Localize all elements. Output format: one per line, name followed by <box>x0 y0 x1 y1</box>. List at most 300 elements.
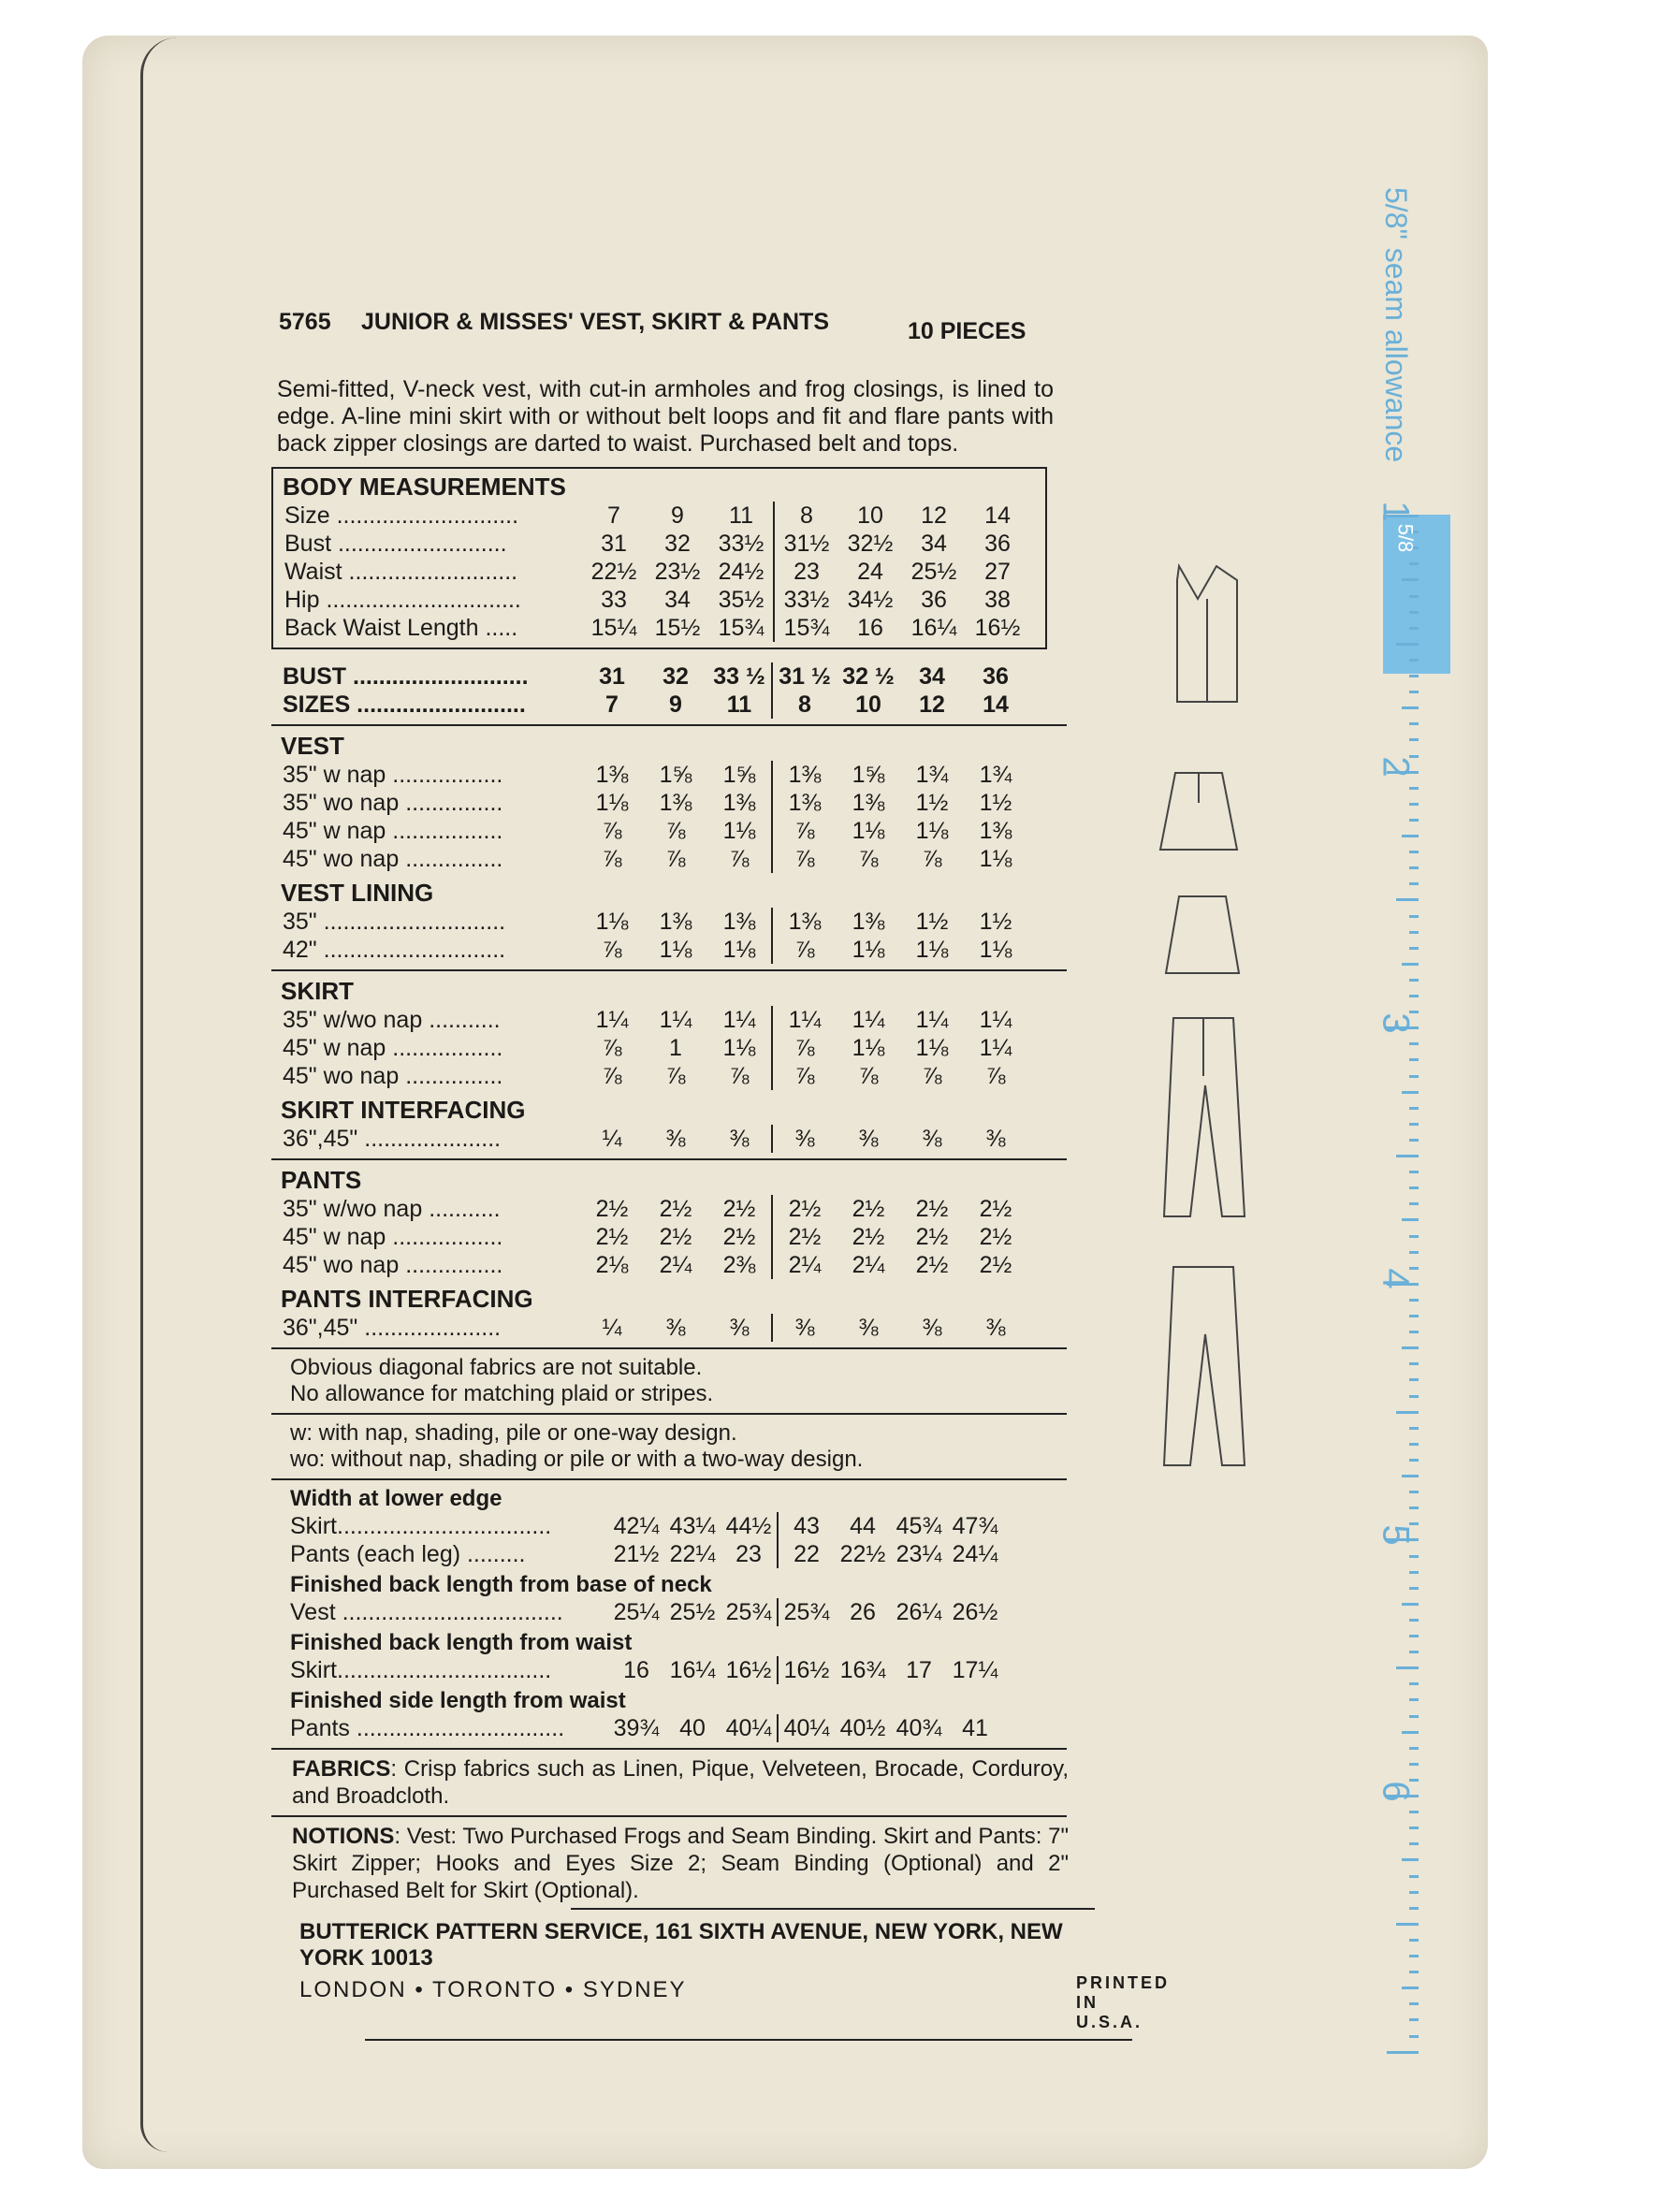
yardage-cell: 2½ <box>915 1196 949 1222</box>
ruler-tick <box>1409 627 1419 630</box>
yardage-row-label: 42" ............................ <box>283 937 506 963</box>
yardage-row <box>271 1195 1067 1223</box>
yardage-cell: 1⅛ <box>915 1035 949 1061</box>
body-measurement-cell: 8 <box>773 502 838 530</box>
ruler-tick <box>1409 1042 1419 1045</box>
ruler-tick <box>1409 1171 1419 1173</box>
body-measurement-cell: 33 <box>601 587 627 613</box>
yardage-cell: 1⅜ <box>771 789 837 817</box>
yardage-row-label: 45" wo nap ............... <box>283 1063 503 1089</box>
ruler-tick <box>1409 787 1419 790</box>
ruler-tick <box>1402 1091 1419 1094</box>
body-measurement-cell: 25½ <box>910 559 957 585</box>
divider <box>271 1413 1067 1415</box>
body-measurement-row-label: Hip .............................. <box>284 587 521 613</box>
ruler-tick <box>1402 578 1419 581</box>
pattern-title: JUNIOR & MISSES' VEST, SKIRT & PANTS <box>361 309 829 335</box>
finished-cell: 21½ <box>613 1541 660 1567</box>
ruler-tick <box>1409 562 1419 565</box>
finished-cell: 16¾ <box>839 1657 886 1683</box>
yardage-section-title: PANTS <box>281 1166 362 1194</box>
yardage-row-label: 35" w nap ................. <box>283 762 503 788</box>
body-measurement-cell: 36 <box>921 587 947 613</box>
ruler-tick <box>1409 1139 1419 1142</box>
yardage-cell: 1⅛ <box>722 818 756 844</box>
body-measurement-cell: 23 <box>773 558 838 586</box>
ruler-tick <box>1409 611 1419 614</box>
yardage-cell: 1⅜ <box>852 790 885 816</box>
yardage-cell: 2⅜ <box>722 1252 756 1278</box>
ruler-tick <box>1409 1251 1419 1254</box>
body-measurement-cell: 15¼ <box>590 615 637 641</box>
finished-cell: 25¾ <box>777 1598 835 1626</box>
yardage-cell: ⅞ <box>602 1035 622 1061</box>
ruler-tick <box>1409 947 1419 950</box>
yardage-row <box>271 1062 1067 1090</box>
yardage-header-cell: 7 <box>605 691 619 718</box>
ruler-tick <box>1409 1378 1419 1381</box>
yardage-header-cell: 34 <box>919 663 945 690</box>
ruler-tick <box>1409 1362 1419 1365</box>
ruler-tick <box>1402 1986 1419 1989</box>
body-measurement-cell: 31½ <box>773 530 838 558</box>
yardage-legend: w: with nap, shading, pile or one-way design. <box>290 1420 737 1446</box>
yardage-cell: ⅜ <box>729 1315 750 1341</box>
yardage-cell: 2⅛ <box>595 1252 629 1278</box>
yardage-row <box>271 1251 1067 1279</box>
ruler-tick <box>1409 1555 1419 1558</box>
yardage-cell: ⅜ <box>985 1315 1006 1341</box>
seam-allowance-label: 5/8" seam allowance <box>1379 187 1413 463</box>
yardage-cell: 1½ <box>915 909 949 935</box>
fabrics-paragraph <box>292 1755 1069 1810</box>
ruler-tick <box>1409 1619 1419 1622</box>
finished-cell: 42¼ <box>613 1513 660 1539</box>
yardage-cell: ⅞ <box>665 846 686 872</box>
finished-cell: 44½ <box>725 1513 772 1539</box>
pattern-number: 5765 <box>279 309 331 335</box>
yardage-section-title: VEST <box>281 732 344 760</box>
yardage-cell: 2½ <box>771 1195 837 1223</box>
yardage-section-title: PANTS INTERFACING <box>281 1285 533 1313</box>
ruler-tick <box>1409 1331 1419 1333</box>
yardage-row-label: 36",45" ..................... <box>283 1315 502 1341</box>
finished-cell: 23 <box>735 1541 762 1567</box>
yardage-cell: 2½ <box>979 1252 1012 1278</box>
divider <box>271 1158 1067 1160</box>
yardage-cell: ¼ <box>602 1126 622 1152</box>
finished-row <box>271 1540 1067 1568</box>
ruler-tick <box>1409 1715 1419 1718</box>
ruler-tick <box>1409 1058 1419 1061</box>
finished-cell: 24¼ <box>952 1541 998 1567</box>
yardage-row <box>271 1125 1067 1153</box>
yardage-cell: ⅜ <box>729 1126 750 1152</box>
body-measurements-table <box>271 467 1047 649</box>
finished-group-title: Finished back length from waist <box>290 1630 633 1655</box>
yardage-header-cell: 10 <box>855 691 881 718</box>
finished-cell: 26 <box>850 1599 876 1625</box>
finished-row <box>271 1714 1067 1742</box>
ruler-tick <box>1409 1235 1419 1238</box>
finished-cell: 26½ <box>952 1599 998 1625</box>
ruler-tick <box>1409 1506 1419 1509</box>
ruler-tick <box>1402 1603 1419 1606</box>
yardage-cell: 1¼ <box>595 1007 629 1033</box>
body-measurement-row-label: Waist .......................... <box>284 559 518 585</box>
ruler-tick <box>1396 898 1419 901</box>
yardage-header-cell: 11 <box>726 691 752 718</box>
yardage-cell: 1¼ <box>659 1007 692 1033</box>
body-measurement-cell: 16 <box>857 615 883 641</box>
ruler-tick <box>1402 1858 1419 1861</box>
yardage-row-label: 45" w nap ................. <box>283 818 503 844</box>
ruler-tick <box>1409 1651 1419 1653</box>
finished-cell: 40 <box>679 1715 706 1741</box>
yardage-header-cell: 32 ½ <box>842 663 895 690</box>
body-measurement-cell: 24 <box>857 559 883 585</box>
yardage-cell: ⅜ <box>665 1126 686 1152</box>
finished-cell: 41 <box>962 1715 988 1741</box>
ruler-tick <box>1409 819 1419 822</box>
body-measurement-cell: 14 <box>984 502 1011 529</box>
ruler-tick <box>1409 2018 1419 2021</box>
finished-cell: 39¾ <box>613 1715 660 1741</box>
ruler-tick <box>1409 1891 1419 1894</box>
yardage-section-title: SKIRT INTERFACING <box>281 1096 526 1124</box>
ruler-number: 3 <box>1375 1012 1417 1034</box>
ruler-tick <box>1409 1202 1419 1205</box>
ruler-tick <box>1409 1698 1419 1701</box>
yardage-cell: 1⅜ <box>722 790 756 816</box>
ruler-tick <box>1409 1875 1419 1878</box>
yardage-cell: 2½ <box>659 1196 692 1222</box>
yardage-row <box>271 1314 1067 1342</box>
body-measurement-cell: 34½ <box>847 587 894 613</box>
ruler-tick <box>1409 1747 1419 1750</box>
yardage-cell: ⅜ <box>922 1126 942 1152</box>
ruler-tick <box>1409 1826 1419 1829</box>
pattern-header <box>271 305 1338 371</box>
yardage-cell: 1¾ <box>979 762 1012 788</box>
body-measurement-cell: 15½ <box>654 615 701 641</box>
finished-cell: 40¼ <box>725 1715 772 1741</box>
divider <box>365 2039 1132 2041</box>
body-measurement-row <box>273 530 1045 558</box>
yardage-cell: 1⅝ <box>659 762 692 788</box>
yardage-section-title: VEST LINING <box>281 879 434 907</box>
finished-cell: 40¼ <box>777 1714 835 1742</box>
yardage-row <box>271 845 1067 873</box>
envelope-flap-edge <box>140 37 181 2152</box>
ruler-tick <box>1409 2002 1419 2005</box>
ruler-tick <box>1409 1635 1419 1637</box>
ruler-tick <box>1409 1939 1419 1942</box>
yardage-cell: 1⅛ <box>852 937 885 963</box>
yardage-cell: 2½ <box>979 1224 1012 1250</box>
yardage-cell: 1⅜ <box>852 909 885 935</box>
ruler-tick <box>1409 1075 1419 1078</box>
yardage-cell: ⅞ <box>985 1063 1006 1089</box>
divider <box>271 1748 1067 1750</box>
ruler-tick <box>1402 706 1419 709</box>
yardage-cell: 2¼ <box>659 1252 692 1278</box>
yardage-row-label: 35" w/wo nap ........... <box>283 1196 501 1222</box>
finished-cell: 43¼ <box>669 1513 716 1539</box>
yardage-cell: 1¾ <box>915 762 949 788</box>
ruler-tick <box>1409 1107 1419 1110</box>
yardage-cell: ⅜ <box>771 1125 837 1153</box>
yardage-cell: 2½ <box>595 1224 629 1250</box>
yardage-cell: 1⅛ <box>595 909 629 935</box>
yardage-cell: 2½ <box>852 1224 885 1250</box>
ruler-tick <box>1402 1731 1419 1734</box>
finished-cell: 26¼ <box>896 1599 942 1625</box>
yardage-cell: 1⅛ <box>915 818 949 844</box>
finished-row-label: Vest .................................. <box>290 1599 563 1625</box>
divider <box>271 724 1067 726</box>
yardage-note: No allowance for matching plaid or stripes. <box>290 1381 714 1406</box>
yardage-cell: 2¼ <box>771 1251 837 1279</box>
yardage-cell: ⅞ <box>771 936 837 964</box>
yardage-cell: ⅞ <box>771 1062 837 1090</box>
finished-cell: 25¼ <box>613 1599 660 1625</box>
yardage-row-label: 35" wo nap ............... <box>283 790 503 816</box>
finished-cell: 23¼ <box>896 1541 942 1567</box>
finished-group-title: Width at lower edge <box>290 1486 502 1511</box>
ruler-tick <box>1402 963 1419 966</box>
body-measurement-row-label: Bust .......................... <box>284 531 507 557</box>
body-measurement-row <box>273 558 1045 586</box>
yardage-cell: 1¼ <box>979 1035 1012 1061</box>
yardage-cell: 1⅛ <box>722 1035 756 1061</box>
yardage-cell: ⅞ <box>858 1063 879 1089</box>
body-measurement-cell: 34 <box>664 587 691 613</box>
ruler-tick <box>1409 1395 1419 1398</box>
finished-cell: 47¾ <box>952 1513 998 1539</box>
finished-cell: 16 <box>623 1657 649 1683</box>
yardage-header-cell: 9 <box>669 691 682 718</box>
finished-cell: 22½ <box>839 1541 886 1567</box>
body-measurement-cell: 32 <box>664 531 691 557</box>
yardage-row <box>271 908 1067 936</box>
divider <box>271 969 1067 971</box>
body-measurement-cell: 32½ <box>847 531 894 557</box>
yardage-cell: 1⅛ <box>659 937 692 963</box>
ruler-tick <box>1402 1218 1419 1221</box>
yardage-row-label: 45" w nap ................. <box>283 1224 503 1250</box>
ruler-tick <box>1409 866 1419 869</box>
yardage-row-label: 36",45" ..................... <box>283 1126 502 1152</box>
ruler-tick <box>1409 1186 1419 1189</box>
pattern-description: Semi-fitted, V-neck vest, with cut-in armholes and frog closings, is lined to edge. A-line mini skirt with or without belt loops and fit and flare pants with back zipper closings are darted to waist. Purchased belt and tops. <box>277 376 1054 457</box>
yardage-cell: 2½ <box>722 1196 756 1222</box>
yardage-cell: 1⅜ <box>659 909 692 935</box>
finished-cell: 25½ <box>669 1599 716 1625</box>
yardage-cell: ⅞ <box>602 846 622 872</box>
ruler-number: 5 <box>1375 1524 1417 1546</box>
body-measurement-cell: 15¾ <box>773 614 838 642</box>
yardage-cell: 2½ <box>979 1196 1012 1222</box>
ruler-tick <box>1409 1459 1419 1462</box>
yardage-row-label: 45" w nap ................. <box>283 1035 503 1061</box>
body-measurement-row <box>273 586 1045 614</box>
ruler-tick <box>1402 1346 1419 1349</box>
body-measurement-cell: 38 <box>984 587 1011 613</box>
body-measurement-cell: 31 <box>601 531 627 557</box>
ruler-number: 2 <box>1375 756 1417 778</box>
body-measurement-cell: 16¼ <box>910 615 957 641</box>
ruler-tick <box>1409 995 1419 997</box>
finished-row-label: Skirt................................. <box>290 1513 552 1539</box>
yardage-row <box>271 1006 1067 1034</box>
body-measurement-cell: 35½ <box>718 587 764 613</box>
body-measurement-cell: 22½ <box>590 559 637 585</box>
yardage-cell: 2½ <box>722 1224 756 1250</box>
ruler-tick <box>1409 1587 1419 1590</box>
fabrics-label: FABRICS <box>292 1756 391 1782</box>
finished-cell: 25¾ <box>725 1599 772 1625</box>
yardage-header-cell: 31 <box>599 663 625 690</box>
notions-label: NOTIONS <box>292 1824 395 1849</box>
finished-cell: 17 <box>906 1657 932 1683</box>
finished-cell: 22¼ <box>669 1541 716 1567</box>
yardage-header-cell: 14 <box>983 691 1009 718</box>
yardage-row-label: 45" wo nap ............... <box>283 846 503 872</box>
finished-cell: 16¼ <box>669 1657 716 1683</box>
finished-cell: 16½ <box>777 1656 835 1684</box>
ruler-tick <box>1396 1155 1419 1157</box>
yardage-legend: wo: without nap, shading or pile or with a two-way design. <box>290 1447 864 1472</box>
yardage-cell: 2½ <box>771 1223 837 1251</box>
ruler-tick <box>1402 1475 1419 1477</box>
ruler-tick <box>1409 2035 1419 2038</box>
yardage-cell: ⅜ <box>985 1126 1006 1152</box>
body-measurement-cell: 24½ <box>718 559 764 585</box>
body-measurement-cell: 12 <box>921 502 947 529</box>
yardage-cell: ⅜ <box>922 1315 942 1341</box>
ruler-tick <box>1409 1842 1419 1845</box>
body-measurement-cell: 33½ <box>773 586 838 614</box>
yardage-cell: 1⅜ <box>595 762 629 788</box>
body-measurement-cell: 10 <box>857 502 883 529</box>
yardage-cell: 2½ <box>659 1224 692 1250</box>
yardage-cell: ⅞ <box>922 846 942 872</box>
yardage-section-title: SKIRT <box>281 977 354 1005</box>
ruler-tick <box>1409 1682 1419 1685</box>
divider <box>271 1478 1067 1480</box>
notions-paragraph <box>292 1823 1069 1904</box>
yardage-cell: ⅞ <box>665 818 686 844</box>
ruler-tick <box>1409 1763 1419 1766</box>
yardage-cell: ⅞ <box>922 1063 942 1089</box>
yardage-cell: ⅞ <box>771 845 837 873</box>
yardage-header-cell: 33 ½ <box>713 663 765 690</box>
ruler-tick <box>1409 659 1419 662</box>
finished-row <box>271 1598 1067 1626</box>
ruler-tick <box>1409 1907 1419 1910</box>
finished-group-title: Finished back length from base of neck <box>290 1572 712 1597</box>
notions-text: : Vest: Two Purchased Frogs and Seam Binding. Skirt and Pants: 7" Skirt Zipper; Hooks and Eyes Size 2; Seam Binding (Optional) and 2" Purchased Belt for Skirt (Optional). <box>292 1824 1069 1903</box>
finished-cell: 40½ <box>839 1715 886 1741</box>
yardage-cell: ⅞ <box>729 1063 750 1089</box>
ruler-tick <box>1387 2051 1419 2054</box>
yardage-cell: 2½ <box>595 1196 629 1222</box>
finished-row-label: Pants ................................ <box>290 1715 565 1741</box>
finished-cell: 16½ <box>725 1657 772 1683</box>
yardage-cell: 2½ <box>915 1252 949 1278</box>
body-measurement-cell: 34 <box>921 531 947 557</box>
yardage-header-cell: 36 <box>983 663 1009 690</box>
yardage-cell: 1⅜ <box>771 761 837 789</box>
ruler-tick <box>1409 722 1419 725</box>
yardage-cell: 1⅛ <box>852 818 885 844</box>
yardage-header-row <box>271 691 1067 719</box>
ruler-tick <box>1396 643 1419 646</box>
finished-row <box>271 1512 1067 1540</box>
yardage-cell: 1¼ <box>852 1007 885 1033</box>
ruler-tick <box>1409 1299 1419 1302</box>
yardage-row-label: 45" wo nap ............... <box>283 1252 503 1278</box>
body-measurement-cell: 27 <box>984 559 1011 585</box>
yardage-cell: 1⅜ <box>771 908 837 936</box>
ruler-tick <box>1409 1571 1419 1574</box>
finished-cell: 17¼ <box>952 1657 998 1683</box>
ruler-tick <box>1409 851 1419 853</box>
finished-group-title: Finished side length from waist <box>290 1688 626 1713</box>
yardage-row-label: 35" w/wo nap ........... <box>283 1007 501 1033</box>
yardage-cell: ⅜ <box>771 1314 837 1342</box>
yardage-cell: 2¼ <box>852 1252 885 1278</box>
body-measurement-cell: 23½ <box>654 559 701 585</box>
yardage-header-row-label: BUST ........................... <box>283 663 529 690</box>
body-measurement-cell: 15¾ <box>718 615 764 641</box>
yardage-cell: ⅞ <box>602 937 622 963</box>
ruler-tick <box>1409 882 1419 885</box>
body-measurement-row <box>273 502 1045 530</box>
yardage-cell: 1⅜ <box>979 818 1012 844</box>
ruler-tick <box>1409 915 1419 918</box>
yardage-cell: 1¼ <box>915 1007 949 1033</box>
yardage-cell: 1⅛ <box>979 937 1012 963</box>
yardage-cell: ⅜ <box>665 1315 686 1341</box>
body-measurement-cell: 16½ <box>974 615 1021 641</box>
yardage-cell: 1¼ <box>979 1007 1012 1033</box>
body-measurement-row-label: Back Waist Length ..... <box>284 615 518 641</box>
yardage-table <box>271 662 1171 2041</box>
ruler-tick <box>1409 1427 1419 1430</box>
yardage-row <box>271 761 1067 789</box>
yardage-header-row <box>271 662 1067 691</box>
ruler-tick <box>1402 835 1419 837</box>
ruler-number: 4 <box>1375 1268 1417 1290</box>
yardage-header-cell: 31 ½ <box>771 662 837 691</box>
finished-cell: 44 <box>850 1513 876 1539</box>
ruler-tick <box>1396 1666 1419 1669</box>
yardage-cell: 1⅛ <box>722 937 756 963</box>
yardage-cell: 1¼ <box>771 1006 837 1034</box>
finished-measurements <box>271 1486 1067 1742</box>
ruler-tick <box>1409 1443 1419 1446</box>
ruler-tick <box>1409 1315 1419 1317</box>
ruler-tick <box>1409 931 1419 934</box>
ruler-tick <box>1409 1491 1419 1493</box>
yardage-cell: ⅞ <box>602 1063 622 1089</box>
ruler-tick <box>1409 675 1419 677</box>
yardage-row <box>271 936 1067 964</box>
yardage-cell: ⅜ <box>858 1315 879 1341</box>
ruler-tick <box>1409 1811 1419 1813</box>
